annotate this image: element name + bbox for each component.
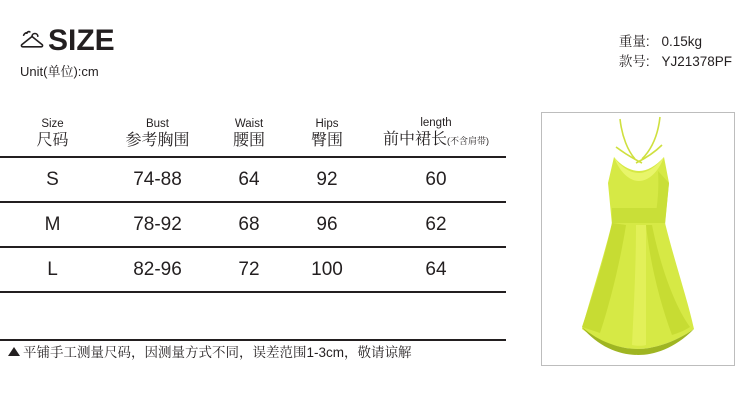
col-header-bust [105, 112, 210, 157]
spacer-cell [105, 292, 210, 340]
spacer-cell [210, 292, 288, 340]
model-row [619, 52, 732, 72]
clothes-hanger-icon [18, 27, 46, 55]
table-header-row [0, 112, 506, 157]
cell-bust: 82-96 [105, 247, 210, 292]
size-table [0, 112, 506, 341]
table-row [0, 247, 506, 292]
weight-label: 重量: [618, 34, 650, 49]
col-header-hips-en: Hips [315, 117, 339, 130]
footnote-text: 平铺手工测量尺码，因测量方式不同，误差范围1-3cm，敬请谅解 [23, 345, 412, 360]
size-title-row [18, 26, 115, 56]
cell-length: 62 [366, 202, 506, 247]
col-header-length-en: length [420, 117, 452, 129]
cell-waist: 72 [210, 247, 288, 292]
product-meta [619, 32, 732, 72]
cell-size: S [0, 157, 105, 202]
spacer-cell [288, 292, 366, 340]
col-header-length-cn-text: 前中裙长 [382, 131, 447, 148]
col-header-waist-cn: 腰围 [232, 131, 265, 149]
cell-size: L [0, 247, 105, 292]
spacer-cell [366, 292, 506, 340]
col-header-waist-en: Waist [234, 117, 264, 130]
col-header-waist [210, 112, 288, 157]
product-dress-image [542, 113, 732, 363]
weight-row [619, 32, 732, 52]
cell-bust: 74-88 [105, 157, 210, 202]
table-spacer-row [0, 292, 506, 340]
col-header-length [366, 112, 506, 157]
col-header-bust-en: Bust [145, 117, 169, 130]
cell-length: 60 [366, 157, 506, 202]
col-header-length-note: (不含肩带) [447, 136, 489, 146]
table-row [0, 202, 506, 247]
cell-bust: 78-92 [105, 202, 210, 247]
cell-waist: 68 [210, 202, 288, 247]
size-header [18, 26, 115, 80]
spacer-cell [0, 292, 105, 340]
triangle-bullet-icon [8, 347, 20, 356]
col-header-size [0, 112, 105, 157]
cell-hips: 92 [288, 157, 366, 202]
col-header-bust-cn: 参考胸围 [125, 131, 190, 149]
product-image-frame [541, 112, 735, 366]
unit-label: Unit(单位):cm [20, 64, 99, 79]
col-header-length-cn [366, 130, 506, 151]
model-value: YJ21378PF [661, 54, 732, 69]
model-label: 款号: [618, 54, 650, 69]
table-row [0, 157, 506, 202]
col-header-hips [288, 112, 366, 157]
col-header-hips-cn: 臀围 [310, 131, 343, 149]
cell-waist: 64 [210, 157, 288, 202]
cell-length: 64 [366, 247, 506, 292]
cell-hips: 100 [288, 247, 366, 292]
measurement-footnote [8, 341, 412, 361]
cell-size: M [0, 202, 105, 247]
cell-hips: 96 [288, 202, 366, 247]
col-header-size-cn: 尺码 [36, 131, 69, 149]
col-header-size-en: Size [41, 117, 64, 130]
weight-value: 0.15kg [661, 34, 702, 49]
page-title: SIZE [48, 24, 115, 57]
